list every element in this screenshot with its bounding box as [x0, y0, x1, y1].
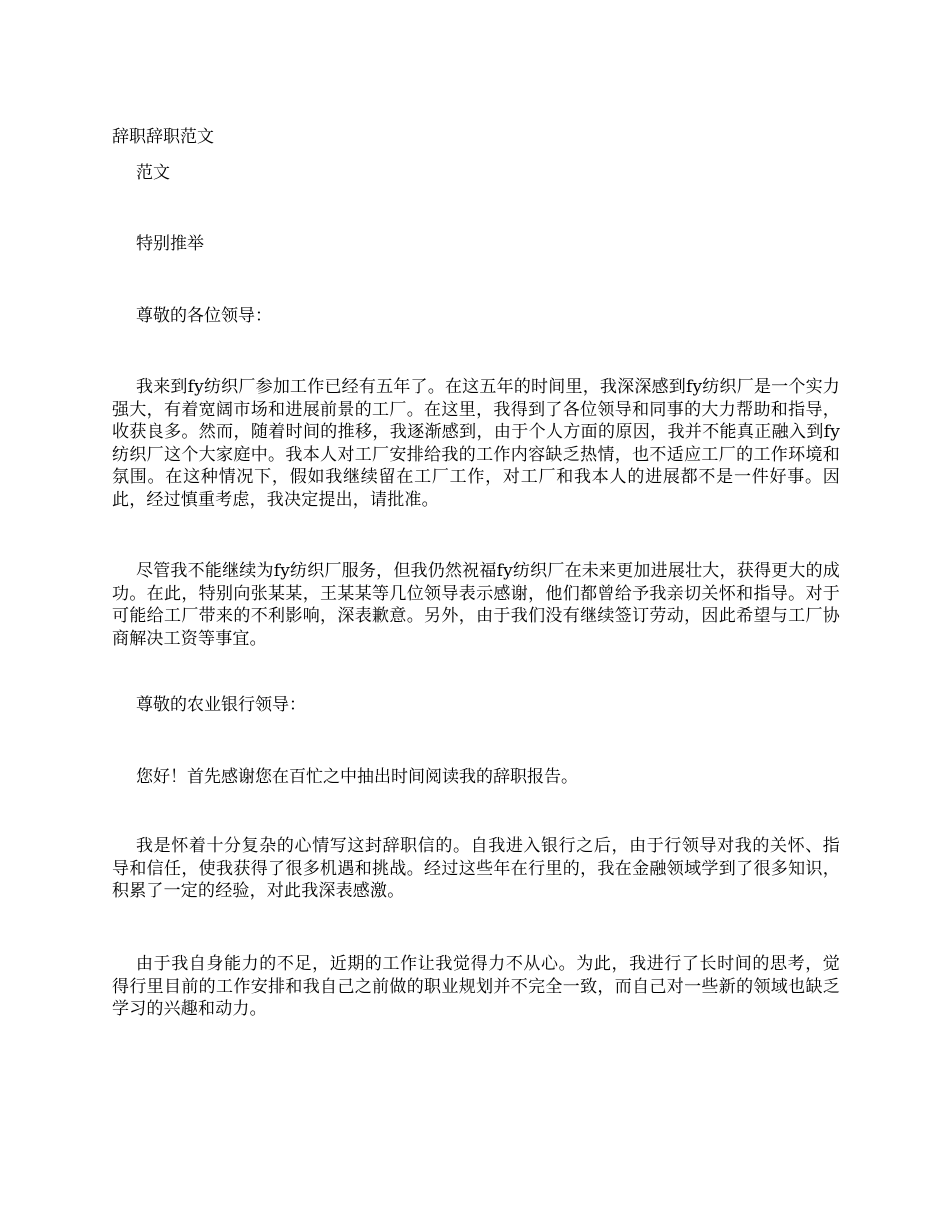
resignation-paragraph-2: 尽管我不能继续为fy纺织厂服务，但我仍然祝福fy纺织厂在未来更加进展壮大，获得更大的成功。在此，特别向张某某，王某某等几位领导表示感谢，他们都曾给予我亲切关怀和指导。对于可能给工厂带来的不利影响，深表歉意。另外，由于我们没有继续签订劳动，因此希望与工厂协商解决工资等事宜。	[112, 561, 840, 649]
resignation-paragraph-1: 我来到fy纺织厂参加工作已经有五年了。在这五年的时间里，我深深感到fy纺织厂是一个实力强大，有着宽阔市场和进展前景的工厂。在这里，我得到了各位领导和同事的大力帮助和指导，收获良多。然而，随着时间的推移，我逐渐感到，由于个人方面的原因，我并不能真正融入到fy纺织厂这个大家庭中。我本人对工厂安排给我的工作内容缺乏热情，也不适应工厂的工作环境和氛围。在这种情况下，假如我继续留在工厂工作，对工厂和我本人的进展都不是一件好事。因此，经过慎重考虑，我决定提出，请批准。	[112, 377, 840, 510]
recommend-heading: 特别推举	[136, 234, 204, 254]
document-subtitle: 范文	[136, 163, 170, 183]
salutation-bank: 尊敬的农业银行领导：	[136, 695, 306, 715]
bank-paragraph-1: 我是怀着十分复杂的心情写这封辞职信的。自我进入银行之后，由于行领导对我的关怀、指导和信任，使我获得了很多机遇和挑战。经过这些年在行里的，我在金融领域学到了很多知识，积累了一定的经验，对此我深表感激。	[112, 836, 840, 901]
salutation-factory: 尊敬的各位领导：	[136, 306, 272, 326]
greeting-line: 您好！首先感谢您在百忙之中抽出时间阅读我的辞职报告。	[136, 767, 578, 787]
bank-paragraph-2: 由于我自身能力的不足，近期的工作让我觉得力不从心。为此，我进行了长时间的思考，觉得行里目前的工作安排和我自己之前做的职业规划并不完全一致，而自己对一些新的领域也缺乏学习的兴趣和动力。	[112, 954, 840, 1019]
document-title: 辞职辞职范文	[112, 127, 214, 147]
